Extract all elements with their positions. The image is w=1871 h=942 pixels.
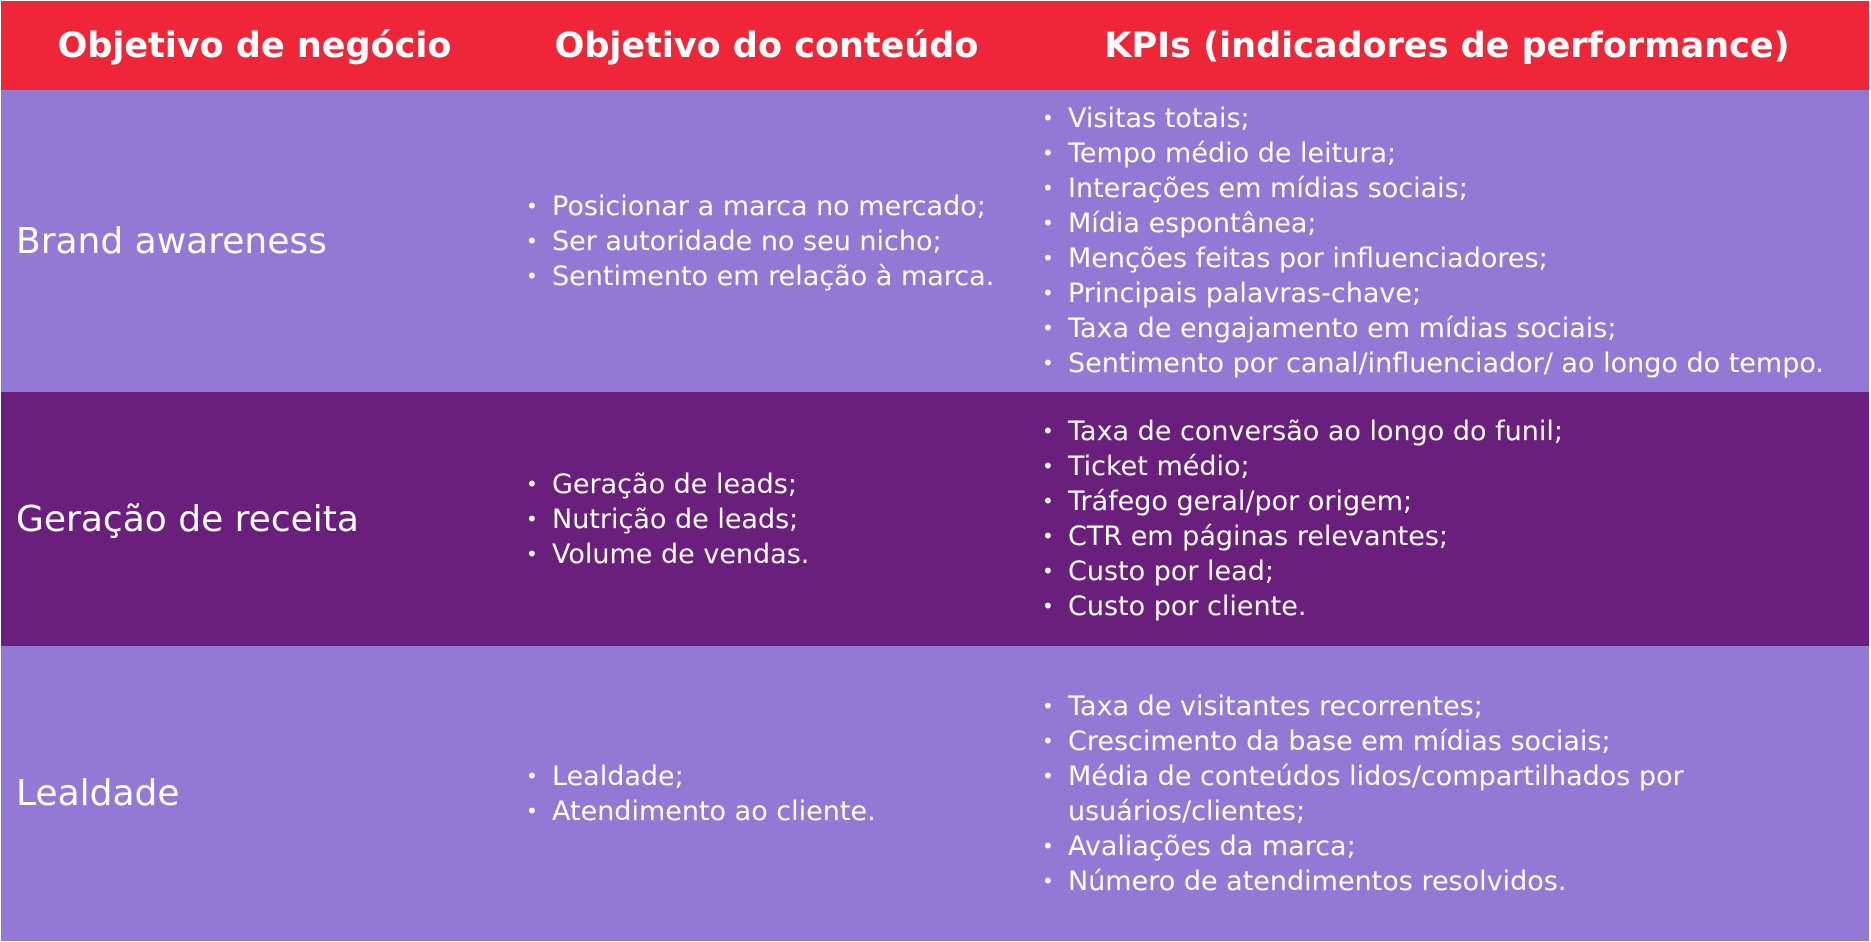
kpi-table	[1, 1, 1869, 941]
list-item: • Geração de leads;	[522, 467, 809, 502]
row-1-kpis	[1025, 90, 1869, 392]
header-kpis: KPIs (indicadores de performance)	[1025, 1, 1869, 90]
row-1-content-goals	[508, 90, 1025, 392]
list-item: • Posicionar a marca no mercado;	[522, 189, 994, 224]
list-item: • Avaliações da marca;	[1038, 829, 1728, 864]
list-item: • Principais palavras-chave;	[1038, 276, 1824, 311]
list-item: • Atendimento ao cliente.	[522, 794, 876, 829]
header-business-goal: Objetivo de negócio	[1, 1, 508, 90]
list-item: • Crescimento da base em mídias sociais;	[1038, 724, 1728, 759]
content-goals-list	[522, 467, 809, 572]
row-3-business-goal: Lealdade	[1, 646, 508, 941]
row-3-kpis	[1025, 646, 1869, 941]
content-goals-list	[522, 759, 876, 829]
list-item: • Volume de vendas.	[522, 537, 809, 572]
list-item: • CTR em páginas relevantes;	[1038, 519, 1563, 554]
content-goals-list	[522, 189, 994, 294]
row-2-content-goals	[508, 392, 1025, 646]
list-item: • Visitas totais;	[1038, 101, 1824, 136]
list-item: • Menções feitas por influenciadores;	[1038, 241, 1824, 276]
list-item: • Interações em mídias sociais;	[1038, 171, 1824, 206]
list-item: • Tempo médio de leitura;	[1038, 136, 1824, 171]
list-item: • Ser autoridade no seu nicho;	[522, 224, 994, 259]
list-item: • Custo por lead;	[1038, 554, 1563, 589]
list-item: • Média de conteúdos lidos/compartilhados por usuários/clientes;	[1038, 759, 1728, 829]
row-2-business-goal: Geração de receita	[1, 392, 508, 646]
list-item: • Tráfego geral/por origem;	[1038, 484, 1563, 519]
list-item: • Nutrição de leads;	[522, 502, 809, 537]
kpi-list	[1038, 101, 1824, 381]
list-item: • Taxa de engajamento em mídias sociais;	[1038, 311, 1824, 346]
row-1-business-goal: Brand awareness	[1, 90, 508, 392]
kpi-list	[1038, 414, 1563, 624]
kpi-list	[1038, 689, 1728, 899]
list-item: • Lealdade;	[522, 759, 876, 794]
list-item: • Sentimento em relação à marca.	[522, 259, 994, 294]
list-item: • Mídia espontânea;	[1038, 206, 1824, 241]
list-item: • Número de atendimentos resolvidos.	[1038, 864, 1728, 899]
row-3-content-goals	[508, 646, 1025, 941]
list-item: • Taxa de visitantes recorrentes;	[1038, 689, 1728, 724]
list-item: • Taxa de conversão ao longo do funil;	[1038, 414, 1563, 449]
list-item: • Ticket médio;	[1038, 449, 1563, 484]
row-2-kpis	[1025, 392, 1869, 646]
header-content-goal: Objetivo do conteúdo	[508, 1, 1025, 90]
list-item: • Custo por cliente.	[1038, 589, 1563, 624]
list-item: • Sentimento por canal/influenciador/ ao longo do tempo.	[1038, 346, 1824, 381]
